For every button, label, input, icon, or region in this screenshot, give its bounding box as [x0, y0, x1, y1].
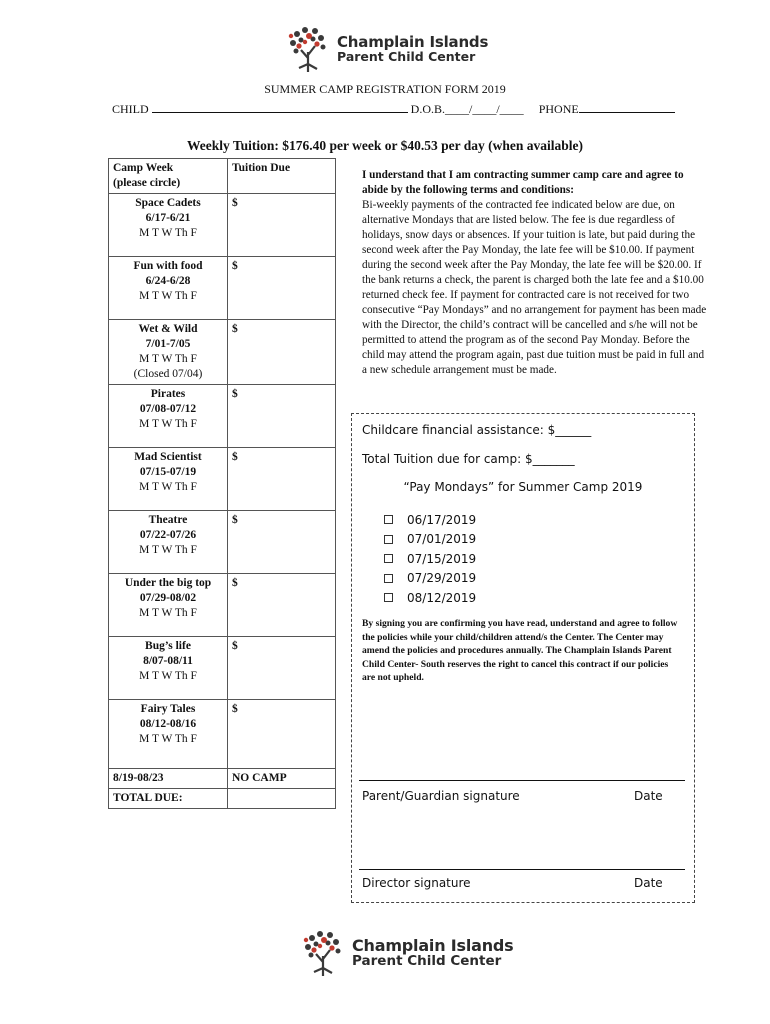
camp-name: Fun with food	[133, 260, 203, 272]
camp-note: (Closed 07/04)	[133, 368, 203, 380]
tuition-due-cell[interactable]	[228, 637, 336, 700]
parent-date-label: Date	[634, 789, 663, 803]
currency-symbol: $	[232, 640, 238, 652]
camp-week-cell[interactable]	[109, 700, 228, 769]
checkbox[interactable]	[384, 515, 393, 524]
camp-days[interactable]: M T W Th F	[139, 670, 197, 682]
tuition-due-cell[interactable]	[228, 700, 336, 769]
financial-assistance-field[interactable]: Childcare financial assistance: $______	[362, 423, 592, 437]
please-circle-note: (please circle)	[113, 177, 181, 189]
list-item[interactable]	[384, 549, 476, 569]
camp-week-cell[interactable]	[109, 257, 228, 320]
checkbox[interactable]	[384, 554, 393, 563]
camp-week-cell[interactable]	[109, 637, 228, 700]
director-date-label: Date	[634, 876, 663, 890]
camp-name: Fairy Tales	[140, 703, 196, 715]
list-item[interactable]	[384, 588, 476, 608]
tuition-due-cell[interactable]	[228, 194, 336, 257]
parent-signature-label: Parent/Guardian signature	[362, 789, 520, 803]
director-signature-line[interactable]	[359, 869, 685, 870]
tuition-due-cell[interactable]	[228, 574, 336, 637]
currency-symbol: $	[232, 197, 238, 209]
camp-days[interactable]: M T W Th F	[139, 227, 197, 239]
pay-date: 06/17/2019	[407, 512, 477, 527]
table-header-row	[109, 159, 336, 194]
pay-date: 07/15/2019	[407, 551, 477, 566]
currency-symbol: $	[232, 514, 238, 526]
table-row	[109, 194, 336, 257]
camp-name: Space Cadets	[135, 197, 201, 209]
camp-dates: 7/01-7/05	[145, 338, 191, 350]
tuition-due-cell[interactable]	[228, 320, 336, 385]
list-item[interactable]	[384, 530, 476, 550]
camp-dates: 08/12-08/16	[139, 718, 197, 730]
pay-date: 07/01/2019	[407, 532, 477, 547]
total-due-field[interactable]	[228, 789, 336, 809]
tuition-due-cell[interactable]	[228, 257, 336, 320]
pay-mondays-heading: “Pay Mondays” for Summer Camp 2019	[403, 480, 643, 494]
camp-days[interactable]: M T W Th F	[139, 418, 197, 430]
total-tuition-field[interactable]: Total Tuition due for camp: $_______	[362, 452, 575, 466]
camp-days[interactable]: M T W Th F	[139, 607, 197, 619]
terms-and-conditions	[362, 168, 707, 378]
tuition-due-cell[interactable]	[228, 448, 336, 511]
table-row	[109, 637, 336, 700]
camp-name: Mad Scientist	[134, 451, 202, 463]
camp-days[interactable]: M T W Th F	[139, 544, 197, 556]
camp-name: Theatre	[148, 514, 188, 526]
camp-week-cell[interactable]	[109, 320, 228, 385]
currency-symbol: $	[232, 388, 238, 400]
camp-week-cell[interactable]	[109, 385, 228, 448]
parent-signature-line[interactable]	[359, 780, 685, 781]
tuition-heading: Weekly Tuition: $176.40 per week or $40.53 per day (when available)	[186, 138, 584, 153]
table-row	[109, 511, 336, 574]
org-logo	[285, 24, 488, 74]
camp-days[interactable]: M T W Th F	[139, 290, 197, 302]
camp-days[interactable]: M T W Th F	[139, 353, 197, 365]
currency-symbol: $	[232, 260, 238, 272]
org-name-line2: Parent Child Center	[352, 953, 502, 970]
tree-logo-icon	[285, 24, 331, 74]
payment-signature-box	[351, 413, 695, 903]
camp-week-header-label: Camp Week	[113, 162, 174, 174]
currency-symbol: $	[232, 451, 238, 463]
table-row	[109, 769, 336, 789]
currency-symbol: $	[232, 703, 238, 715]
tuition-due-cell[interactable]	[228, 385, 336, 448]
table-row	[109, 700, 336, 769]
table-row	[109, 448, 336, 511]
camp-dates: 07/08-07/12	[139, 403, 197, 415]
no-camp-label: NO CAMP	[228, 769, 336, 789]
total-due-label: TOTAL DUE:	[109, 789, 228, 809]
tuition-due-header: Tuition Due	[228, 159, 336, 194]
currency-symbol: $	[232, 323, 238, 335]
org-logo-footer	[300, 928, 514, 978]
child-info-line	[112, 101, 675, 117]
checkbox[interactable]	[384, 593, 393, 602]
camp-name: Bug’s life	[145, 640, 191, 652]
signing-notice: By signing you are confirming you have read, understand and agree to follow the policies while your child/children attend/s the Center. The Center may amend the policies and procedures annually. The Champlain Islands Parent Child Center- South reserves the right to cancel this contract if our policies are not upheld.	[362, 618, 678, 684]
org-name-line1: Champlain Islands	[352, 935, 514, 955]
checkbox[interactable]	[384, 535, 393, 544]
camp-week-table	[108, 158, 336, 809]
camp-dates: 6/17-6/21	[145, 212, 191, 224]
camp-dates: 8/07-08/11	[143, 655, 193, 667]
list-item[interactable]	[384, 510, 476, 530]
form-title: SUMMER CAMP REGISTRATION FORM 2019	[264, 82, 506, 96]
camp-dates: 6/24-6/28	[145, 275, 191, 287]
table-row	[109, 385, 336, 448]
camp-dates: 07/15-07/19	[139, 466, 197, 478]
currency-symbol: $	[232, 577, 238, 589]
tuition-due-cell[interactable]	[228, 511, 336, 574]
phone-label: PHONE	[538, 102, 579, 116]
org-name-line2: Parent Child Center	[337, 49, 476, 65]
camp-dates: 07/22-07/26	[139, 529, 197, 541]
terms-lead: I understand that I am contracting summer camp care and agree to abide by the following terms and conditions:	[362, 169, 684, 196]
total-row	[109, 789, 336, 809]
camp-week-cell[interactable]	[109, 194, 228, 257]
pay-date: 08/12/2019	[407, 590, 477, 605]
pay-date: 07/29/2019	[407, 571, 477, 586]
terms-body: Bi-weekly payments of the contracted fee indicated below are due, on alternative Mondays that are listed below. The fee is due regardless of holidays, snow days or absences. If your tuition is late, but paid during the second week after the Pay Monday, the late fee will be $10.00. If payment during the second week after the Pay Monday, the late fee will be $20.00. If the bank returns a check, the parent is charged both the late fee and a $10.00 returned check fee. If payment for contracted care is not received for two consecutive “Pay Mondays” and no arrangement for payment has been made with the Director, the child’s contract will be cancelled and s/he will not be permitted to attend the program as of the second Pay Monday. Before the child may attend the program again, past due tuition must be paid in full and a new schedule arrangement must be made.	[362, 199, 707, 376]
table-row	[109, 320, 336, 385]
director-signature-label: Director signature	[362, 876, 471, 890]
camp-days[interactable]: M T W Th F	[139, 733, 197, 745]
camp-name: Pirates	[150, 388, 186, 400]
camp-week-cell[interactable]	[109, 448, 228, 511]
camp-dates: 07/29-08/02	[139, 592, 197, 604]
camp-week-header	[109, 159, 228, 194]
org-name-line1: Champlain Islands	[337, 32, 489, 51]
camp-week-cell[interactable]	[109, 574, 228, 637]
dob-label[interactable]: D.O.B.____/____/____	[410, 102, 524, 116]
pay-mondays-list	[384, 510, 476, 608]
camp-week-cell[interactable]	[109, 511, 228, 574]
checkbox[interactable]	[384, 574, 393, 583]
camp-days[interactable]: M T W Th F	[139, 481, 197, 493]
child-label: CHILD	[112, 102, 149, 116]
table-row	[109, 257, 336, 320]
camp-name: Wet & Wild	[138, 323, 198, 335]
tree-logo-icon	[300, 928, 346, 978]
list-item[interactable]	[384, 569, 476, 589]
table-row	[109, 574, 336, 637]
camp-name: Under the big top	[124, 577, 212, 589]
child-name-field[interactable]	[152, 101, 408, 113]
no-camp-week: 8/19-08/23	[109, 769, 228, 789]
phone-field[interactable]	[579, 101, 675, 113]
